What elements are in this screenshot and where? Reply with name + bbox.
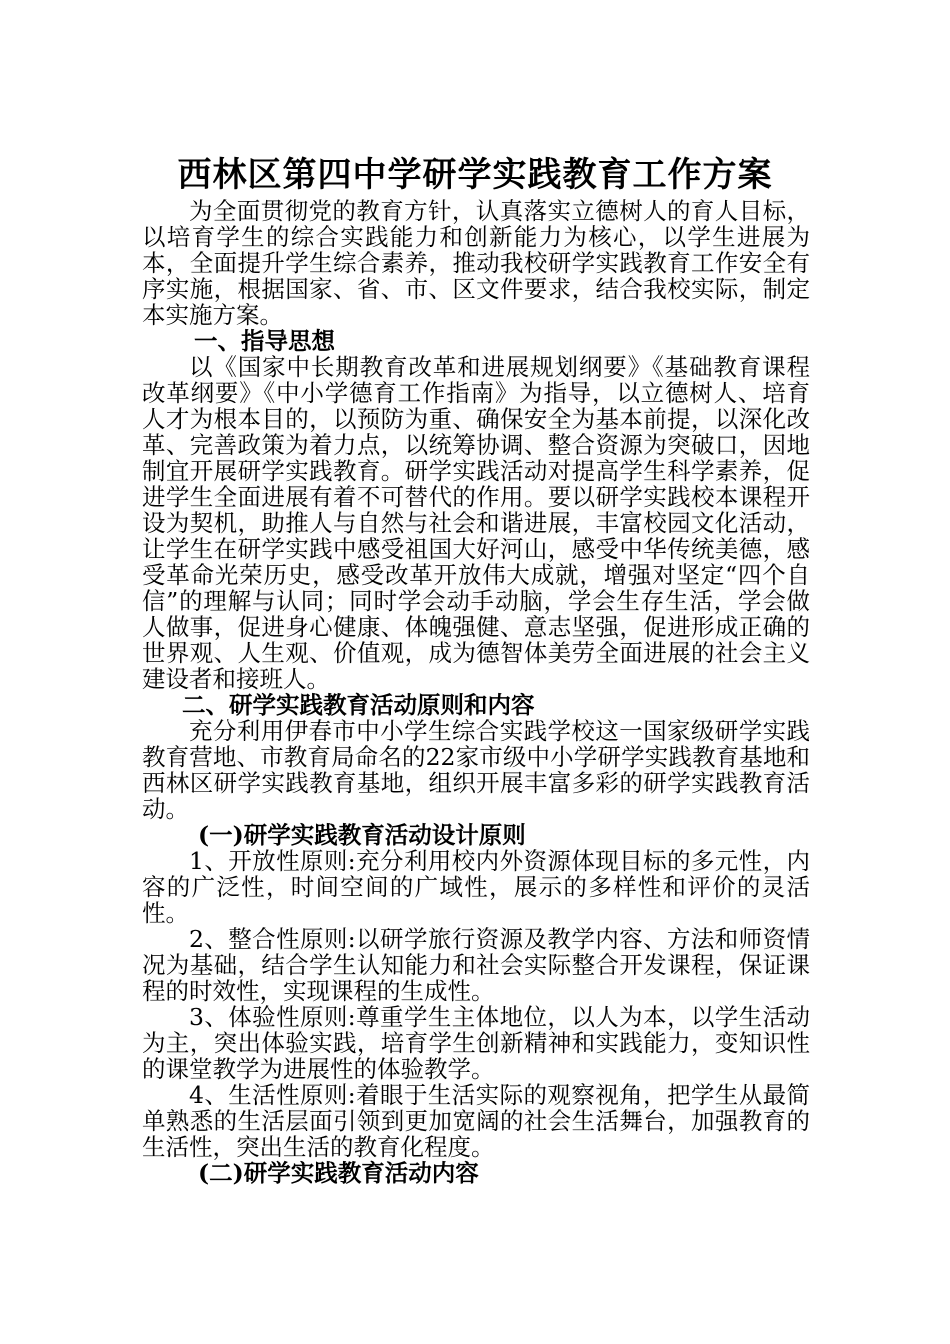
principle-experience: 3、体验性原则:尊重学生主体地位，以人为本，以学生活动为主，突出体验实践，培育学生创新精神和实践能力，变知识性的课堂教学为进展性的体验教学。 [142,1003,810,1083]
section-heading-guiding-ideology: 一、指导思想 [194,327,335,355]
principle-life: 4、生活性原则:着眼于生活实际的观察视角，把学生从最简单熟悉的生活层面引领到更加宽阔的社会生活舞台，加强教育的生活性，突出生活的教育化程度。 [142,1081,810,1161]
guiding-ideology-paragraph: 以《国家中长期教育改革和进展规划纲要》《基础教育课程改革纲要》《中小学德育工作指南》为指导，以立德树人、培育人才为根本目的，以预防为重、确保安全为基本前提，以深化改革、完善政策为着力点，以统筹协调、整合资源为突破口，因地制宜开展研学实践教育。研学实践活动对提高学生科学素养，促进学生全面进展有着不可替代的作用。要以研学实践校本课程开设为契机，助推人与自然与社会和谐进展，丰富校园文化活动，让学生在研学实践中感受祖国大好河山，感受中华传统美德，感受革命光荣历史，感受改革开放伟大成就，增强对坚定“四个自信”的理解与认同；同时学会动手动脑，学会生存生活，学会做人做事，促进身心健康、体魄强健、意志坚强，促进形成正确的世界观、人生观、价值观，成为德智体美劳全面进展的社会主义建设者和接班人。 [142,353,810,693]
subheading-design-principles: (一)研学实践教育活动设计原则 [198,821,526,849]
document-body [142,198,810,1186]
intro-paragraph: 为全面贯彻党的教育方针，认真落实立德树人的育人目标，以培育学生的综合实践能力和创新能力为核心，以学生进展为本，全面提升学生综合素养，推动我校研学实践教育工作安全有序实施，根据国家、省、市、区文件要求，结合我校实际，制定本实施方案。 [142,197,810,329]
principle-openness: 1、开放性原则:充分利用校内外资源体现目标的多元性，内容的广泛性，时间空间的广域性，展示的多样性和评价的灵活性。 [142,847,810,927]
principles-content-paragraph: 充分利用伊春市中小学生综合实践学校这一国家级研学实践教育营地、市教育局命名的22家市级中小学研学实践教育基地和西林区研学实践教育基地，组织开展丰富多彩的研学实践教育活动。 [142,717,810,823]
principle-integration: 2、整合性原则:以研学旅行资源及教学内容、方法和师资情况为基础，结合学生认知能力和社会实际整合开发课程，保证课程的时效性，实现课程的生成性。 [142,925,810,1005]
document-title: 西林区第四中学研学实践教育工作方案 [177,154,773,195]
section-heading-principles-content: 二、研学实践教育活动原则和内容 [182,691,535,719]
subheading-activity-content: (二)研学实践教育活动内容 [198,1159,479,1187]
